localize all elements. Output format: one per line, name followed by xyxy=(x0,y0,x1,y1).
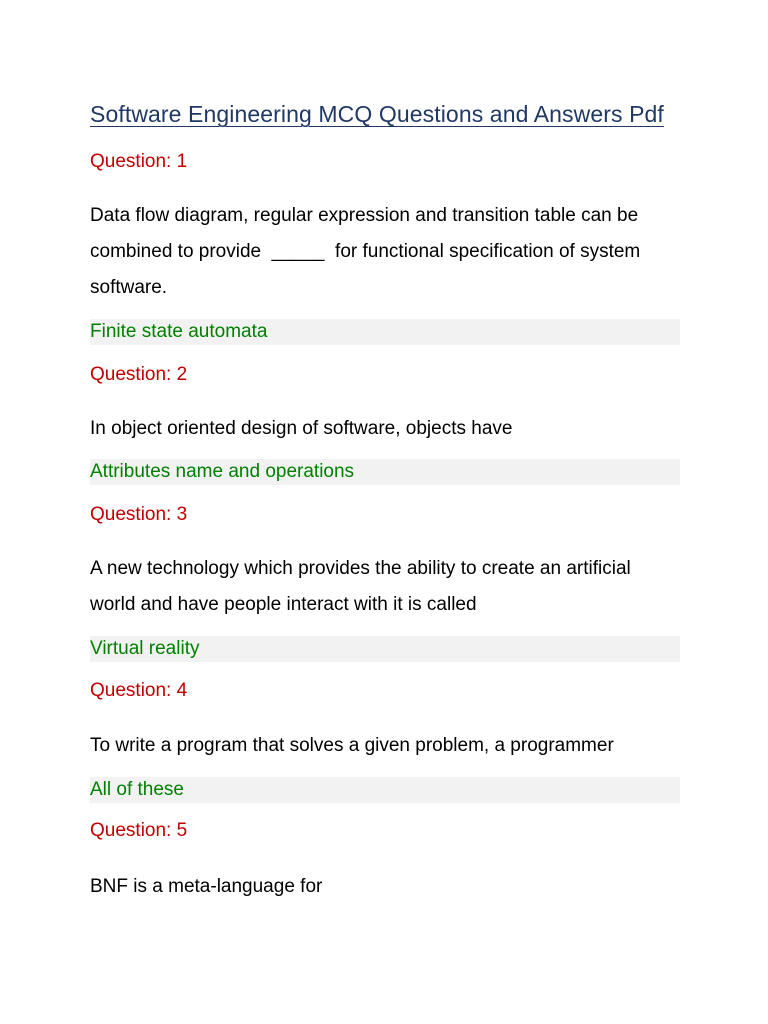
question-text-line: A new technology which provides the ability to create an artificial xyxy=(90,558,631,579)
question-text-2 xyxy=(90,411,690,447)
question-text-line: To write a program that solves a given problem, a programmer xyxy=(90,735,614,756)
question-text-line: Data flow diagram, regular expression and transition table can be xyxy=(90,205,639,226)
answer-2: Attributes name and operations xyxy=(90,459,680,485)
document-title: Software Engineering MCQ Questions and Answers Pdf xyxy=(90,101,664,127)
question-text-line: software. xyxy=(90,277,168,298)
question-label-3: Question: 3 xyxy=(90,504,188,525)
question-text-line: world and have people interact with it is called xyxy=(90,594,477,615)
question-label-2: Question: 2 xyxy=(90,364,188,385)
question-text-5 xyxy=(90,869,690,905)
question-label-5: Question: 5 xyxy=(90,820,188,841)
question-text-3 xyxy=(90,551,690,623)
question-text-4 xyxy=(90,728,690,764)
question-text-line: combined to provide _____ for functional specification of system xyxy=(90,241,641,262)
answer-3: Virtual reality xyxy=(90,636,680,662)
question-text-line: In object oriented design of software, objects have xyxy=(90,418,513,439)
question-text-1 xyxy=(90,198,690,306)
question-label-1: Question: 1 xyxy=(90,151,188,172)
answer-1: Finite state automata xyxy=(90,319,680,345)
answer-4: All of these xyxy=(90,777,680,803)
question-text-line: BNF is a meta-language for xyxy=(90,876,323,897)
question-label-4: Question: 4 xyxy=(90,680,188,701)
